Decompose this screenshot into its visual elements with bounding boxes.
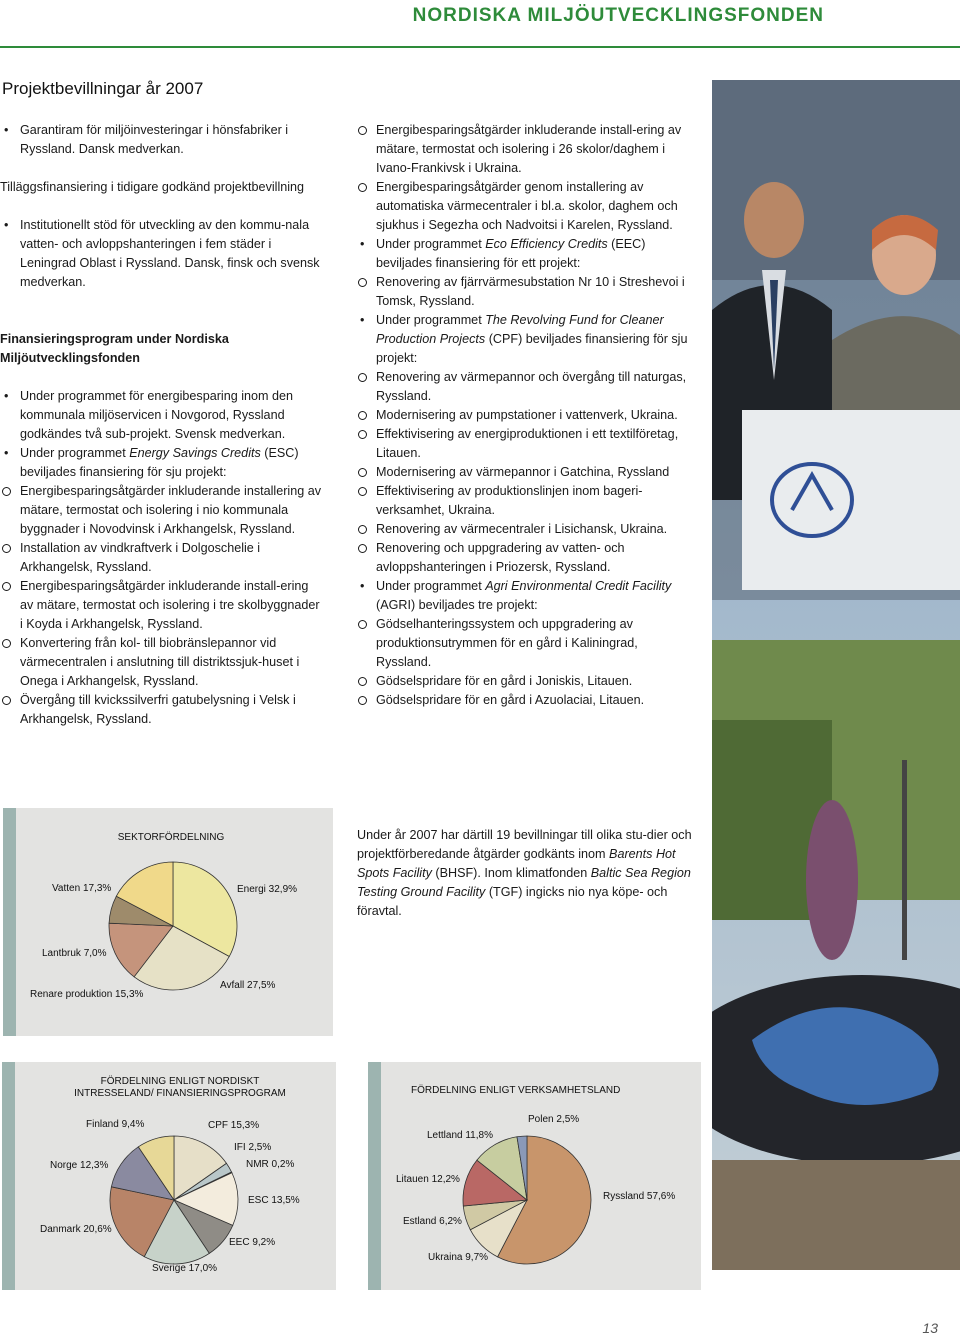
list-item [356,311,694,368]
program-name: Energy Savings Credits [129,446,261,460]
chart-title: FÖRDELNING ENLIGT VERKSAMHETSLAND [411,1085,621,1096]
slice-label: EEC 9,2% [229,1237,276,1248]
slice-label: Finland 9,4% [86,1119,145,1130]
program-name: Agri Environmental Credit Facility [485,579,672,593]
slice-label: Norge 12,3% [50,1160,109,1171]
sub-list-item: Energibesparingsåtgärder inkluderande install-ering av mätare, termostat och isolering i 26 skolor/daghem i Ivano-Frankivsk i Ukraina. [356,121,694,178]
list-item: • Institutionellt stöd för utveckling av den kommu-nala vatten- och avloppshanteringen i fem städer i Leningrad Oblast i Ryssland. Dansk, finsk och svensk medverkan. [0,216,322,292]
slice-label: NMR 0,2% [246,1159,295,1170]
header-rule [0,46,960,48]
slice-label: Sverige 17,0% [152,1263,218,1274]
bracket-decoration [3,808,16,1036]
slice-label: Ryssland 57,6% [603,1191,676,1202]
country-chart-panel [381,1062,701,1290]
slice-label: Renare produktion 15,3% [30,989,144,1000]
slice-label: Litauen 12,2% [396,1174,460,1185]
text: Under programmet [376,313,486,327]
text: (CPF) beviljades finansiering för sju projekt: [376,332,688,365]
page-title: Projektbevillningar år 2007 [2,79,204,98]
sub-list-item: Modernisering av pumpstationer i vattenverk, Ukraina. [356,406,694,425]
list-item [356,235,694,273]
list-item [356,577,694,615]
text: (TGF) ingicks nio nya köpe- och föravtal. [357,885,668,918]
list-item: • Garantiram för miljöinvesteringar i hönsfabriker i Ryssland. Dansk medverkan. [0,121,322,159]
facility-name: Barents Hot Spots Facility [357,847,676,880]
slice-label: Danmark 20,6% [40,1224,112,1235]
program-name: The Revolving Fund for Cleaner Production Projects [376,313,664,346]
sub-list-item: Installation av vindkraftverk i Dolgoschelie i Arkhangelsk, Ryssland. [0,539,322,577]
photo-illustration [712,80,960,1270]
sub-list-item: Gödselhanteringssystem och uppgradering av produktionsutrymmen för en gård i Kaliningrad, Ryssland. [356,615,694,672]
chart-title: SEKTORFÖRDELNING [117,832,225,843]
text: (ESC) beviljades finansiering för sju projekt: [20,446,299,479]
sub-list-item: Energibesparingsåtgärder inkluderande installering av mätare, termostat och isolering i nio kommunala byggnader i Novodvinsk i Arkhangelsk, Ryssland. [0,482,322,539]
left-column [0,121,322,729]
sub-list-item: Gödselspridare för en gård i Azuolaciai, Litauen. [356,691,694,710]
slice-label: Ukraina 9,7% [428,1252,489,1263]
slice-label: Polen 2,5% [528,1114,580,1125]
sub-list-item: Energibesparingsåtgärder genom installering av automatiska värmecentraler i bl.a. skolor, daghem och sjukhus i Segezha och Nadvoitsi i Karelen, Ryssland. [356,178,694,235]
sub-list-item: Energibesparingsåtgärder inkluderande install-ering av mätare, termostat och isolering i tre skolbyggnader i Koyda i Arkhangelsk, Ryssland. [0,577,322,634]
slice-label: Energi 32,9% [237,884,298,895]
slice-label: Lettland 11,8% [427,1130,493,1141]
slice-label: Estland 6,2% [403,1216,462,1227]
sub-list-item: Gödselspridare för en gård i Joniskis, Litauen. [356,672,694,691]
page-number: 13 [922,1320,938,1336]
sub-list-item: Modernisering av värmepannor i Gatchina, Ryssland [356,463,694,482]
slice-label: CPF 15,3% [208,1120,260,1131]
facility-name: Baltic Sea Region Testing Ground Facility [357,866,691,899]
sector-pie-chart [16,808,333,1036]
section-heading: Finansieringsprogram under Nordiska Miljöutvecklingsfonden [0,332,229,365]
interest-chart-panel [15,1062,336,1290]
sub-list-item: Renovering av fjärrvärmesubstation Nr 10 i Streshevoi i Tomsk, Ryssland. [356,273,694,311]
text: Under programmet [376,579,486,593]
interest-pie-chart [15,1062,336,1290]
slice-label: Avfall 27,5% [220,980,276,991]
paragraph: Tilläggsfinansiering i tidigare godkänd projektbevillning [0,180,305,194]
list-item: • Under programmet för energibesparing inom den kommunala miljöservicen i Novgorod, Ryssland godkändes två sub-projekt. Svensk medverkan. [0,387,322,444]
header-title: NORDISKA MILJÖUTVECKLINGSFONDEN [412,5,824,26]
slice-label: Vatten 17,3% [52,883,112,894]
slice-label: IFI 2,5% [234,1142,272,1153]
photo [712,80,960,1270]
text: Under år 2007 har därtill 19 bevillningar till olika stu-dier och projektförberedande åtgärder godkänts inom [357,828,692,861]
slice-label: ESC 13,5% [248,1195,300,1206]
program-name: Eco Efficiency Credits [485,237,608,251]
text: Under programmet [376,237,486,251]
bracket-decoration [2,1062,15,1290]
slice-label: Lantbruk 7,0% [42,948,107,959]
sub-list-item: Konvertering från kol- till biobränslepannor vid värmecentralen i anslutning till distriktssjuk-huset i Onega i Arkhangelsk, Ryssland. [0,634,322,691]
text: (BHSF). Inom klimatfonden [431,866,591,880]
text: (EEC) beviljades finansiering för ett projekt: [376,237,646,270]
sub-list-item: Övergång till kvickssilverfri gatubelysning i Velsk i Arkhangelsk, Ryssland. [0,691,322,729]
sub-list-item: Effektivisering av produktionslinjen inom bageri-verksamhet, Ukraina. [356,482,694,520]
text: (AGRI) beviljades tre projekt: [376,598,538,612]
bracket-decoration [368,1062,381,1290]
sub-list-item: Effektivisering av energiproduktionen i ett textilföretag, Litauen. [356,425,694,463]
sub-list-item: Renovering av värmepannor och övergång till naturgas, Ryssland. [356,368,694,406]
list-item [0,444,322,482]
right-column [356,121,694,710]
chart-title: FÖRDELNING ENLIGT NORDISKT INTRESSELAND/ FINANSIERINGSPROGRAM [74,1076,286,1099]
text: Under programmet [20,446,130,460]
sub-list-item: Renovering och uppgradering av vatten- och avloppshanteringen i Priozersk, Ryssland. [356,539,694,577]
sub-list-item: Renovering av värmecentraler i Lisichansk, Ukraina. [356,520,694,539]
sector-chart-panel [16,808,333,1036]
summary-paragraph [357,826,695,921]
